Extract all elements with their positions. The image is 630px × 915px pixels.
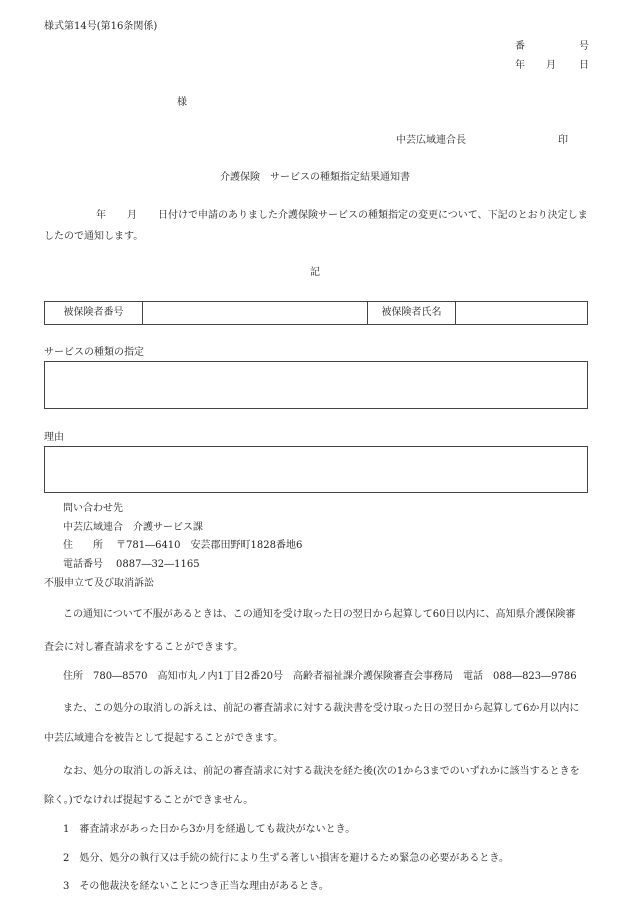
insured-number-field[interactable]: [143, 302, 367, 324]
appeal-paragraph-1-line-2: 査会に対し審査請求をすることができます。: [44, 642, 244, 653]
date-day-label: 日: [579, 60, 589, 71]
exception-item-2: 2 処分、処分の執行又は手続の続行により生ずる著しい損害を避けるため緊急の必要があるとき。: [63, 853, 509, 864]
appeal-paragraph-2-line-1: また、この処分の取消しの訴えは、前記の審査請求に対する裁決書を受け取った日の翌日から起算して6か月以内に: [63, 703, 580, 714]
intro-month-label: 月: [127, 210, 137, 221]
recipient-honorific: 様: [177, 97, 187, 108]
issuer-name: 中芸広域連合長: [396, 135, 466, 146]
intro-year-label: 年: [96, 210, 106, 221]
insured-name-field[interactable]: [456, 302, 587, 324]
contact-heading: 問い合わせ先: [63, 503, 123, 514]
date-month-label: 月: [546, 60, 556, 71]
contact-department: 中芸広域連合 介護サービス課: [63, 522, 203, 533]
appeal-paragraph-3-line-2: 除く。)でなければ提起することができません。: [44, 795, 254, 806]
appeal-paragraph-1-line-1: この通知について不服があるときは、この通知を受け取った日の翌日から起算して60日以内に、高知県介護保険審: [63, 609, 576, 620]
service-type-box[interactable]: [44, 361, 588, 409]
issuer-seal: 印: [558, 135, 568, 146]
contact-address-label: 住 所: [63, 540, 103, 551]
appeal-heading: 不服申立て及び取消訴訟: [44, 578, 154, 589]
intro-line-1: 日付けで申請のありました介護保険サービスの種類指定の変更について、下記のとおり決定しま: [158, 210, 588, 221]
reason-box[interactable]: [44, 446, 588, 493]
service-type-label: サービスの種類の指定: [44, 347, 144, 358]
ki-marker: 記: [310, 267, 320, 278]
intro-line-2: したので通知します。: [44, 231, 144, 242]
insured-number-label: 被保険者番号: [63, 307, 124, 318]
insured-name-label: 被保険者氏名: [381, 307, 442, 318]
contact-address: 〒781―6410 安芸郡田野町1828番地6: [116, 540, 303, 551]
exception-item-1: 1 審査請求があった日から3か月を経過しても裁決がないとき。: [63, 824, 356, 835]
document-title: 介護保険 サービスの種類指定結果通知書: [220, 172, 410, 183]
document-number-suffix: 号: [579, 41, 589, 52]
appeal-paragraph-3-line-1: なお、処分の取消しの訴えは、前記の審査請求に対する裁決を経た後(次の1から3までのいずれかに該当するときを: [63, 766, 580, 777]
exception-item-3: 3 その他裁決を経ないことにつき正当な理由があるとき。: [63, 881, 329, 892]
contact-phone-label: 電話番号: [63, 559, 103, 570]
reason-label: 理由: [44, 432, 64, 443]
insured-table: [44, 301, 588, 325]
document-number-label: 番: [515, 41, 525, 52]
appeal-paragraph-2-line-2: 中芸広域連合を被告として提起することができます。: [44, 733, 284, 744]
contact-phone: 0887―32―1165: [116, 559, 200, 570]
form-number: 様式第14号(第16条関係): [44, 21, 158, 32]
review-board-address: 住所 780―8570 高知市丸ノ内1丁目2番20号 高齢者福祉課介護保険審査会事務局 電話 088―823―9786: [63, 671, 577, 682]
date-year-label: 年: [515, 60, 525, 71]
